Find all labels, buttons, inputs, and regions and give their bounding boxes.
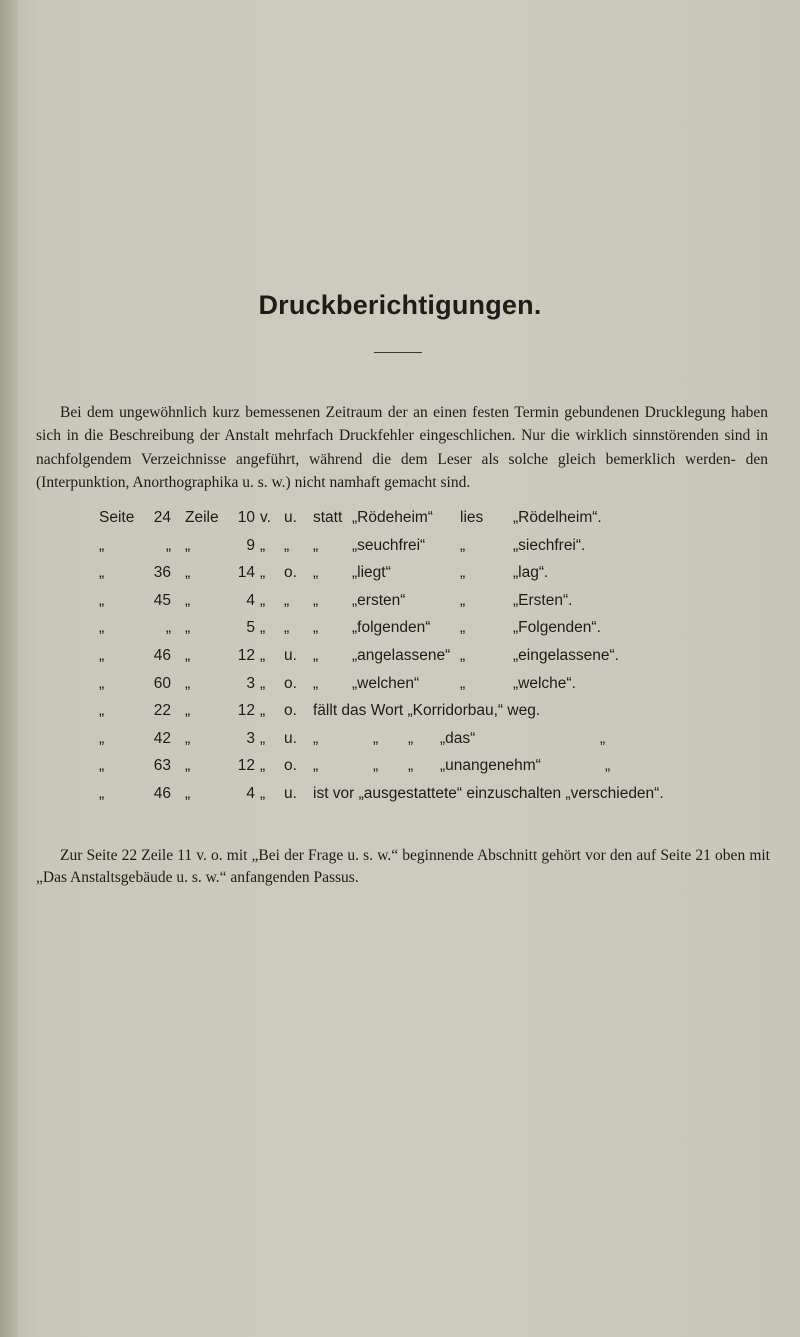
errata-row <box>40 537 780 565</box>
row-wrong: „angelassene“ <box>352 646 451 664</box>
row-line: 4 <box>246 784 255 802</box>
row-correct: „unangenehm“ <box>440 757 541 775</box>
row-lies: „ <box>605 757 611 775</box>
row-instruction: fällt das Wort „Korridorbau,“ weg. <box>313 702 541 720</box>
row-lies: „ <box>460 619 466 637</box>
row-correct: „siechfrei“. <box>513 536 586 554</box>
row-page: „ <box>165 536 171 554</box>
errata-table <box>40 509 780 813</box>
row-correct: „welche“. <box>513 674 576 692</box>
row-page: 36 <box>153 564 171 582</box>
row-page: 60 <box>153 674 171 692</box>
row-zeile: „ <box>185 536 191 554</box>
row-wrong: „liegt“ <box>352 564 391 582</box>
row-zeile: Zeile <box>185 509 219 526</box>
row-direction-v: „ <box>260 784 266 802</box>
row-page: „ <box>165 619 171 637</box>
title-divider <box>374 352 422 353</box>
row-seite: „ <box>99 536 105 554</box>
row-lies: „ <box>460 536 466 554</box>
row-wrong: „folgenden“ <box>352 619 431 637</box>
book-spine-edge <box>0 0 18 1337</box>
row-direction: o. <box>284 757 297 775</box>
row-seite: „ <box>99 729 105 747</box>
row-line: 4 <box>246 591 255 609</box>
errata-row <box>40 702 780 730</box>
row-lies: „ <box>460 674 466 692</box>
row-seite: „ <box>99 784 105 802</box>
row-statt: „ <box>313 536 319 554</box>
row-page: 46 <box>153 784 171 802</box>
row-zeile: „ <box>185 784 191 802</box>
row-statt: „ <box>313 757 319 775</box>
errata-row <box>40 730 780 758</box>
row-seite: Seite <box>99 509 135 526</box>
row-seite: „ <box>99 702 105 720</box>
row-correct: „eingelassene“. <box>513 646 619 664</box>
row-wrong: „ <box>373 729 379 747</box>
row-seite: „ <box>99 674 105 692</box>
row-statt: „ <box>313 619 319 637</box>
row-zeile: „ <box>185 702 191 720</box>
row-lies: „ <box>460 591 466 609</box>
errata-row <box>40 757 780 785</box>
row-line: 5 <box>246 619 255 637</box>
row-line: 3 <box>246 729 255 747</box>
row-line: 12 <box>237 702 255 720</box>
row-seite: „ <box>99 757 105 775</box>
errata-row <box>40 592 780 620</box>
row-line: 9 <box>246 536 255 554</box>
row-wrong-ditto: „ <box>408 757 414 775</box>
row-line: 12 <box>237 646 255 664</box>
row-page: 45 <box>153 591 171 609</box>
row-correct: „Folgenden“. <box>513 619 601 637</box>
row-seite: „ <box>99 591 105 609</box>
row-lies: „ <box>600 729 606 747</box>
row-wrong: „ <box>373 757 379 775</box>
row-direction-v: „ <box>260 591 266 609</box>
row-seite: „ <box>99 646 105 664</box>
row-statt: „ <box>313 674 319 692</box>
errata-row <box>40 785 780 813</box>
row-seite: „ <box>99 619 105 637</box>
row-direction: o. <box>284 702 297 720</box>
errata-row <box>40 675 780 703</box>
row-line: 3 <box>246 674 255 692</box>
row-direction-v: „ <box>260 619 266 637</box>
row-wrong: „welchen“ <box>352 674 420 692</box>
row-statt: „ <box>313 564 319 582</box>
row-page: 22 <box>153 702 171 720</box>
row-correct: „Rödelheim“. <box>513 509 602 526</box>
row-direction-v: „ <box>260 729 266 747</box>
row-instruction: ist vor „ausgestattete“ einzuschalten „verschieden“. <box>313 784 664 802</box>
row-statt: „ <box>313 591 319 609</box>
row-line: 12 <box>237 757 255 775</box>
row-direction: u. <box>284 784 297 802</box>
row-page: 42 <box>153 729 171 747</box>
errata-row <box>40 619 780 647</box>
row-wrong: „Rödeheim“ <box>352 509 433 526</box>
row-zeile: „ <box>185 646 191 664</box>
row-direction-v: „ <box>260 536 266 554</box>
row-wrong: „ersten“ <box>352 591 406 609</box>
row-page: 46 <box>153 646 171 664</box>
row-direction-v: „ <box>260 674 266 692</box>
errata-row <box>40 509 780 537</box>
row-direction-v: „ <box>260 646 266 664</box>
row-wrong-ditto: „ <box>408 729 414 747</box>
row-zeile: „ <box>185 564 191 582</box>
row-direction: u. <box>284 646 297 664</box>
row-direction: o. <box>284 674 297 692</box>
row-statt: statt <box>313 509 343 526</box>
row-lies: „ <box>460 564 466 582</box>
row-wrong: „seuchfrei“ <box>352 536 426 554</box>
row-zeile: „ <box>185 674 191 692</box>
errata-row <box>40 564 780 592</box>
row-correct: „lag“. <box>513 564 549 582</box>
row-lies: „ <box>460 646 466 664</box>
row-correct: „das“ <box>440 729 476 747</box>
row-direction: „ <box>284 536 290 554</box>
errata-row <box>40 647 780 675</box>
page-title: Druckberichtigungen. <box>258 290 542 320</box>
row-zeile: „ <box>185 757 191 775</box>
row-line: 10 <box>237 509 255 526</box>
row-direction-v: v. <box>260 509 271 526</box>
row-page: 24 <box>153 509 171 526</box>
row-page: 63 <box>153 757 171 775</box>
row-direction: u. <box>284 509 297 526</box>
row-direction-v: „ <box>260 702 266 720</box>
row-direction-v: „ <box>260 564 266 582</box>
row-zeile: „ <box>185 729 191 747</box>
row-lies: lies <box>460 509 484 526</box>
row-direction: o. <box>284 564 297 582</box>
row-direction: u. <box>284 729 297 747</box>
closing-paragraph: Zur Seite 22 Zeile 11 v. o. mit „Bei der Frage u. s. w.“ beginnende Abschnitt gehört vor den auf Seite 21 oben mit „Das Anstaltsgebäude u. s. w.“ anfangenden Passus. <box>36 846 770 886</box>
row-zeile: „ <box>185 591 191 609</box>
intro-paragraph: Bei dem ungewöhnlich kurz bemessenen Zeitraum der an einen festen Termin gebundenen Drucklegung haben sich in die Beschreibung der Anstalt mehrfach Druckfehler eingeschlichen. Nur die wirklich sinnstörenden sind in nachfolgendem Verzeichnisse angeführt, während die dem Leser als solche gleich bemerklich werden- den (Interpunktion, Anorthographika u. s. w.) nicht namhaft gemacht sind. <box>36 403 768 491</box>
row-statt: „ <box>313 729 319 747</box>
row-direction: „ <box>284 619 290 637</box>
row-direction-v: „ <box>260 757 266 775</box>
row-zeile: „ <box>185 619 191 637</box>
row-direction: „ <box>284 591 290 609</box>
row-seite: „ <box>99 564 105 582</box>
row-statt: „ <box>313 646 319 664</box>
row-line: 14 <box>237 564 255 582</box>
row-correct: „Ersten“. <box>513 591 573 609</box>
